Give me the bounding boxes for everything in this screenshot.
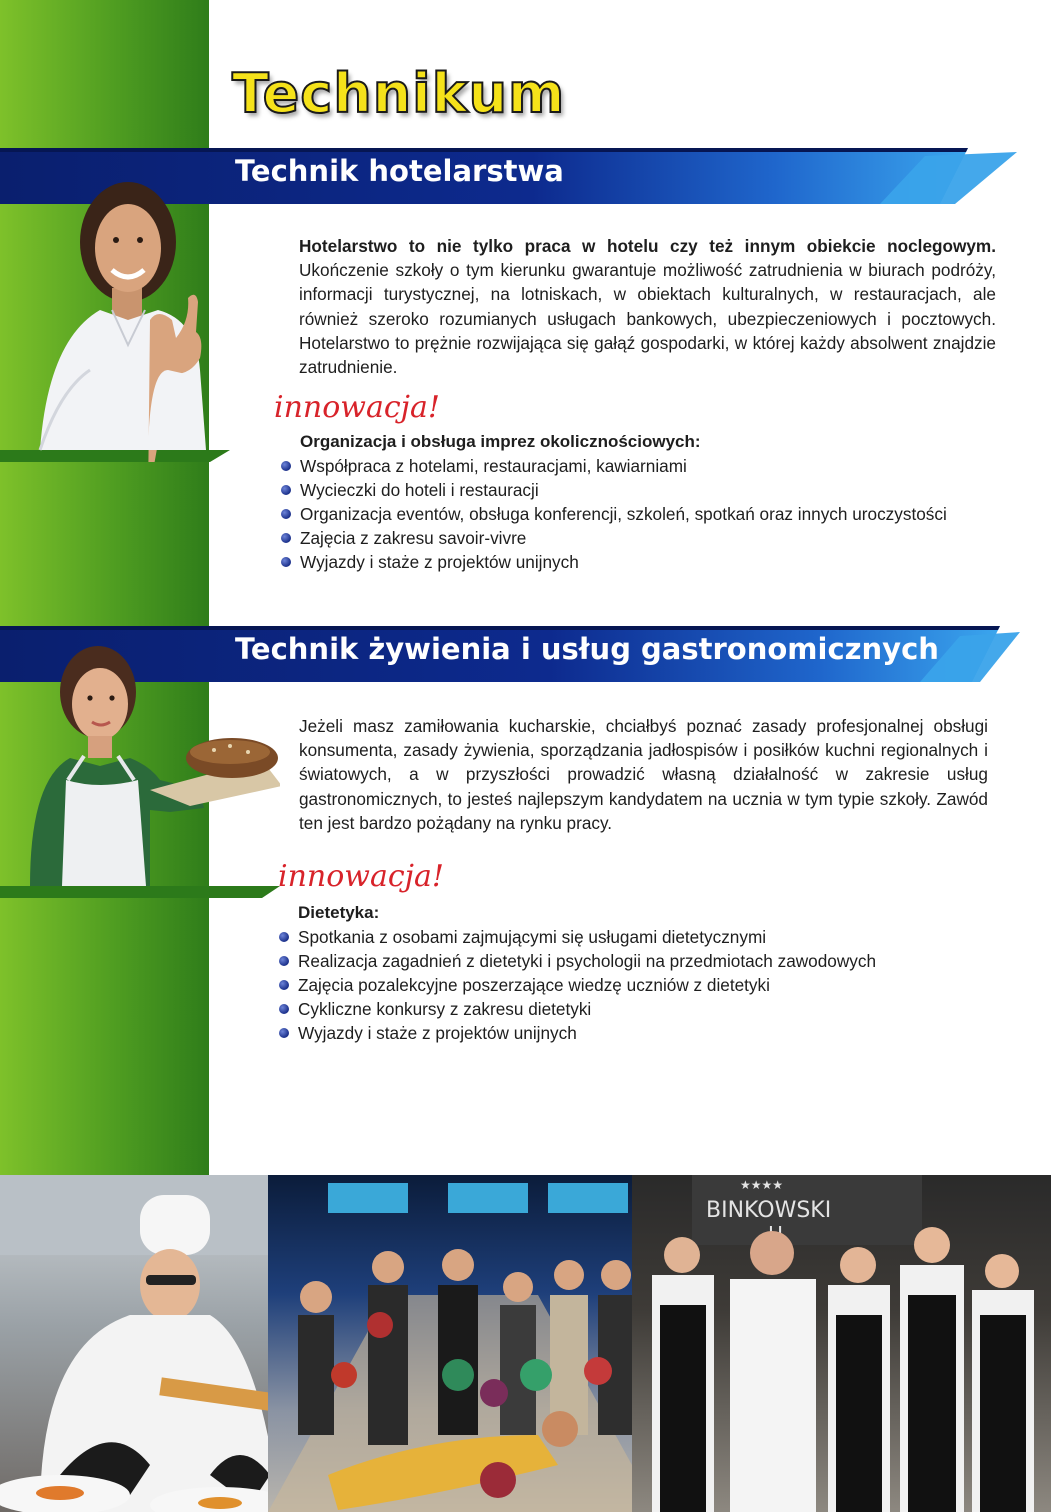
chef-team-illustration — [632, 1175, 1051, 1512]
innovation-script-graphic — [272, 383, 442, 433]
photo-chef-plating — [0, 1175, 300, 1512]
list-item: Spotkania z osobami zajmującymi się usługami dietetycznymi — [278, 925, 978, 949]
page-title: Technikum — [232, 62, 566, 125]
gastronomy-student-illustration — [0, 640, 280, 902]
innovation-label: innowacja! — [274, 390, 440, 425]
list-item: Realizacja zagadnień z dietetyki i psychologii na przedmiotach zawodowych — [278, 949, 978, 973]
photo-gastronomy-student — [0, 640, 280, 902]
bowling-group-illustration — [268, 1175, 658, 1512]
photo-bowling-group — [268, 1175, 658, 1512]
list-item: Zajęcia pozalekcyjne poszerzające wiedzę uczniów z dietetyki — [278, 973, 978, 997]
intro-bold: Hotelarstwo to nie tylko praca w hotelu czy też innym obiekcie noclegowym. — [299, 236, 996, 256]
list-item: Wycieczki do hoteli i restauracji — [280, 478, 980, 502]
photo-chef-team — [632, 1175, 1051, 1512]
innovation-script-graphic — [276, 852, 446, 902]
list-item: Organizacja eventów, obsługa konferencji, szkoleń, spotkań oraz innych uroczystości — [280, 502, 980, 526]
hotel-student-illustration — [0, 170, 230, 462]
list-item: Cykliczne konkursy z zakresu dietetyki — [278, 997, 978, 1021]
list-item: Wyjazdy i staże z projektów unijnych — [280, 550, 980, 574]
section-title: Technik żywienia i usług gastronomicznych — [235, 632, 939, 666]
innovation-badge — [272, 383, 442, 425]
section-intro — [299, 714, 988, 835]
section-list-block — [278, 901, 978, 1045]
bullet-dot-icon — [281, 461, 291, 471]
bullet-dot-icon — [279, 1004, 289, 1014]
innovation-badge — [276, 852, 446, 894]
hotel-sign-text: BINKOWSKI — [706, 1198, 832, 1223]
bullet-dot-icon — [281, 533, 291, 543]
section-list-block — [280, 430, 980, 574]
bullet-dot-icon — [279, 980, 289, 990]
chef-plating-illustration — [0, 1175, 300, 1512]
list-heading: Dietetyka: — [298, 903, 380, 922]
list-item: Wyjazdy i staże z projektów unijnych — [278, 1021, 978, 1045]
intro-text: Ukończenie szkoły o tym kierunku gwarantuje możliwość zatrudnienia w biurach podróży, informacji turystycznej, na lotniskach, w obiektach kulturalnych, w restauracjach, ale również szeroko rozumianych usługach bankowych, ubezpieczeniowych i pocztowych. Hotelarstwo to prężnie rozwijająca się gałąź gospodarki, w której każdy absolwent znajdzie zatrudnienie. — [299, 260, 996, 378]
hotel-stars-text: ★★★★ — [740, 1178, 784, 1192]
list-heading: Organizacja i obsługa imprez okolicznościowych: — [300, 432, 701, 451]
bullet-list — [278, 925, 978, 1045]
innovation-label: innowacja! — [278, 859, 444, 894]
photo-hotel-student — [0, 170, 230, 462]
intro-text: Jeżeli masz zamiłowania kucharskie, chciałbyś poznać zasady profesjonalnej obsługi konsumenta, zasady żywienia, sporządzania jadłospisów i posiłków kuchni regionalnych i światowych, a w przyszłości prowadzić własną działalność w zakresie usług gastronomicznych, to jesteś najlepszym kandydatem na ucznia w tym typie szkoły. Zawód ten jest bardzo pożądany na rynku pracy. — [299, 716, 988, 833]
photo-collage — [0, 1175, 1051, 1512]
bullet-dot-icon — [281, 509, 291, 519]
list-item: Zajęcia z zakresu savoir-vivre — [280, 526, 980, 550]
list-item: Współpraca z hotelami, restauracjami, kawiarniami — [280, 454, 980, 478]
bullet-dot-icon — [281, 485, 291, 495]
bullet-dot-icon — [279, 1028, 289, 1038]
bullet-dot-icon — [279, 932, 289, 942]
bullet-list — [280, 454, 980, 574]
section-intro — [299, 234, 996, 379]
bullet-dot-icon — [279, 956, 289, 966]
bullet-dot-icon — [281, 557, 291, 567]
section-title: Technik hotelarstwa — [235, 154, 564, 188]
